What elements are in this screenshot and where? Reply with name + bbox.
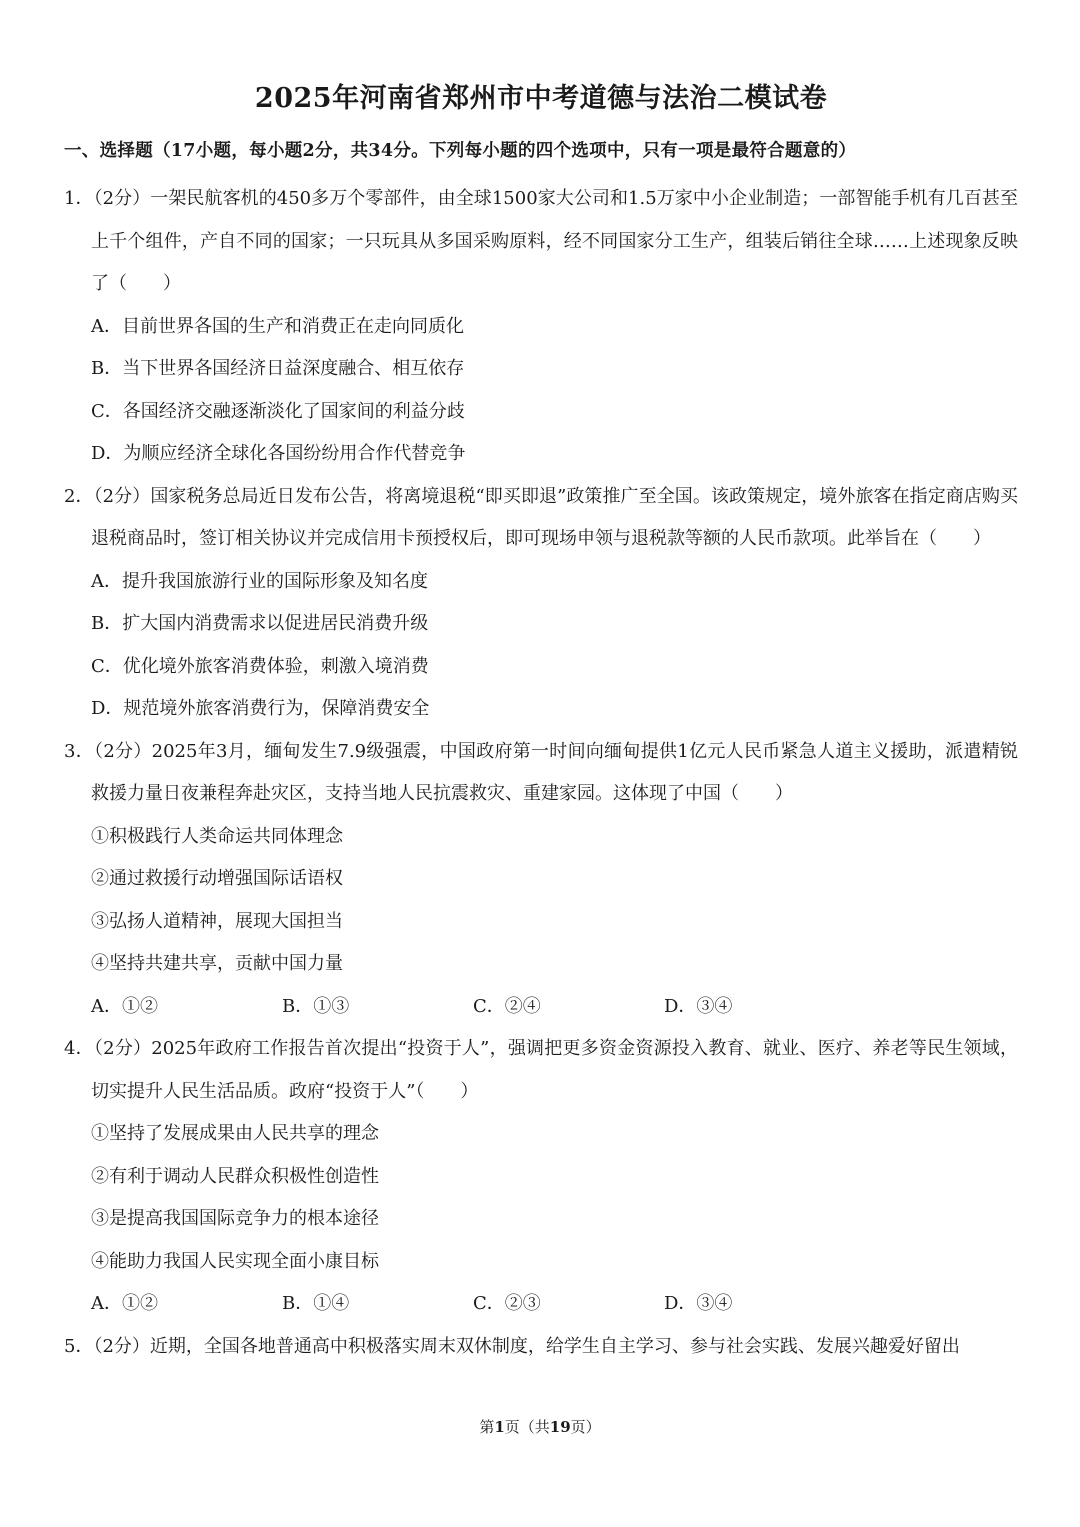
question-5 [64, 1326, 1018, 1369]
question-2 [64, 476, 1018, 731]
option-d: D．规范境外旅客消费行为，保障消费安全 [91, 698, 430, 719]
option-c: C．②④ [473, 995, 541, 1017]
footer-prefix: 第 [479, 1418, 495, 1436]
statement-1: ①积极践行人类命运共同体理念 [91, 825, 343, 847]
footer-middle: 页（共 [504, 1418, 550, 1436]
option-a: A．目前世界各国的生产和消费正在走向同质化 [91, 315, 464, 337]
option-c: C．优化境外旅客消费体验，刺激入境消费 [91, 655, 429, 677]
option-d: D．③④ [664, 995, 733, 1017]
statement-3: ③弘扬人道精神，展现大国担当 [91, 910, 343, 932]
option-d: D．③④ [664, 1293, 733, 1314]
statement-3: ③是提高我国国际竞争力的根本途径 [91, 1208, 379, 1229]
option-c: C．各国经济交融逐渐淡化了国家间的利益分歧 [91, 400, 465, 422]
question-1 [64, 178, 1018, 476]
page-footer [0, 1416, 1080, 1437]
option-c: C．②③ [473, 1293, 541, 1314]
page-title: 2025年河南省郑州市中考道德与法治二模试卷 [254, 83, 828, 114]
statement-2: ②有利于调动人民群众积极性创造性 [91, 1165, 379, 1187]
question-stem: 5．（2分）近期，全国各地普通高中积极落实周末双休制度，给学生自主学习、参与社会实践、发展兴趣爱好留出 [64, 1335, 960, 1357]
option-b: B．①③ [282, 995, 350, 1017]
question-stem: 3．（2分）2025年3月，缅甸发生7.9级强震，中国政府第一时间向缅甸提供1亿元人民币紧急人道主义援助，派遣精锐救援力量日夜兼程奔赴灾区，支持当地人民抗震救灾、重建家园。这体现了中国（ ） [64, 740, 1018, 804]
question-3 [64, 731, 1018, 1029]
statement-2: ②通过救援行动增强国际话语权 [91, 868, 343, 889]
footer-total-pages: 19 [549, 1418, 571, 1436]
section-heading: 一、选择题（17小题，每小题2分，共34分。下列每小题的四个选项中，只有一项是最符合题意的） [64, 141, 857, 161]
question-stem: 4．（2分）2025年政府工作报告首次提出“投资于人”，强调把更多资金资源投入教育、就业、医疗、养老等民生领域，切实提升人民生活品质。政府“投资于人”（ ） [64, 1038, 1018, 1102]
question-4 [64, 1028, 1018, 1326]
question-stem: 1．（2分）一架民航客机的450多万个零部件，由全球1500家大公司和1.5万家中小企业制造；一部智能手机有几百甚至上千个组件，产自不同的国家；一只玩具从多国采购原料，经不同国家分工生产，组装后销往全球……上述现象反映了（ ） [64, 188, 1018, 294]
statement-4: ④能助力我国人民实现全面小康目标 [91, 1250, 379, 1272]
option-a: A．①② [91, 995, 158, 1017]
statement-1: ①坚持了发展成果由人民共享的理念 [91, 1123, 379, 1144]
footer-page-number: 1 [494, 1418, 505, 1436]
option-a: A．①② [91, 1293, 158, 1314]
statement-4: ④坚持共建共享，贡献中国力量 [91, 953, 343, 974]
option-d: D．为顺应经济全球化各国纷纷用合作代替竞争 [91, 443, 466, 464]
option-b: B．扩大国内消费需求以促进居民消费升级 [91, 613, 429, 634]
question-stem: 2．（2分）国家税务总局近日发布公告，将离境退税“即买即退”政策推广至全国。该政策规定，境外旅客在指定商店购买退税商品时，签订相关协议并完成信用卡预授权后，即可现场申领与退税款等额的人民币款项。此举旨在（ ） [64, 485, 1018, 549]
options-row [64, 1283, 1018, 1326]
option-b: B．当下世界各国经济日益深度融合、相互依存 [91, 358, 465, 379]
footer-suffix: 页） [570, 1418, 601, 1436]
options-row [64, 986, 1018, 1029]
option-b: B．①④ [282, 1293, 350, 1314]
option-a: A．提升我国旅游行业的国际形象及知名度 [91, 570, 428, 592]
